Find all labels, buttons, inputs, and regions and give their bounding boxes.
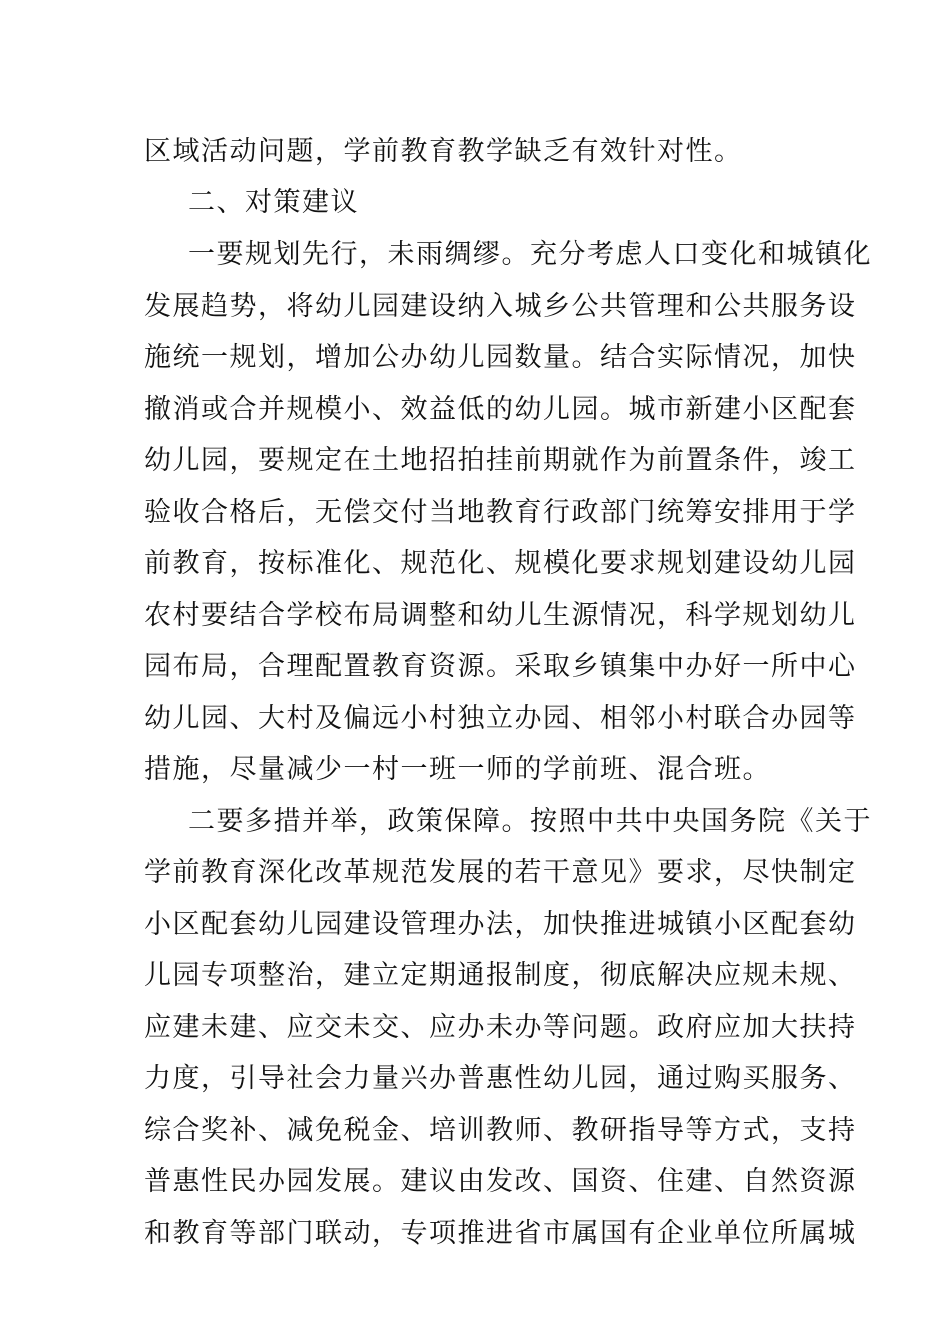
text-line: 农村要结合学校布局调整和幼儿生源情况，科学规划幼儿 (144, 600, 857, 631)
text-line: 幼儿园、大村及偏远小村独立办园、相邻小村联合办园等 (144, 703, 857, 734)
text-line: 前教育，按标准化、规范化、规模化要求规划建设幼儿园 (144, 548, 857, 579)
text-line: 区域活动问题，学前教育教学缺乏有效针对性。 (144, 136, 743, 167)
text-line: 幼儿园，要规定在土地招拍挂前期就作为前置条件，竣工 (144, 445, 857, 476)
text-line: 力度，引导社会力量兴办普惠性幼儿园，通过购买服务、 (144, 1063, 857, 1094)
text-line: 发展趋势，将幼儿园建设纳入城乡公共管理和公共服务设 (144, 291, 857, 322)
text-line: 施统一规划，增加公办幼儿园数量。结合实际情况，加快 (144, 342, 857, 373)
text-line: 普惠性民办园发展。建议由发改、国资、住建、自然资源 (144, 1166, 857, 1197)
text-line: 小区配套幼儿园建设管理办法，加快推进城镇小区配套幼 (144, 909, 857, 940)
text-line: 和教育等部门联动，专项推进省市属国有企业单位所属城 (144, 1218, 857, 1249)
text-line: 儿园专项整治，建立定期通报制度，彻底解决应规未规、 (144, 960, 857, 991)
text-line: 撤消或合并规模小、效益低的幼儿园。城市新建小区配套 (144, 394, 857, 425)
text-line: 措施，尽量减少一村一班一师的学前班、混合班。 (144, 754, 771, 785)
section-heading: 二、对策建议 (188, 187, 359, 218)
text-line: 应建未建、应交未交、应办未办等问题。政府应加大扶持 (144, 1012, 857, 1043)
paragraph-first-line: 二要多措并举，政策保障。按照中共中央国务院《关于 (188, 806, 872, 837)
text-line: 综合奖补、减免税金、培训教师、教研指导等方式，支持 (144, 1115, 857, 1146)
text-line: 验收合格后，无偿交付当地教育行政部门统筹安排用于学 (144, 497, 857, 528)
text-line: 园布局，合理配置教育资源。采取乡镇集中办好一所中心 (144, 651, 857, 682)
paragraph-first-line: 一要规划先行，未雨绸缪。充分考虑人口变化和城镇化 (188, 239, 872, 270)
text-line: 学前教育深化改革规范发展的若干意见》要求，尽快制定 (144, 857, 857, 888)
